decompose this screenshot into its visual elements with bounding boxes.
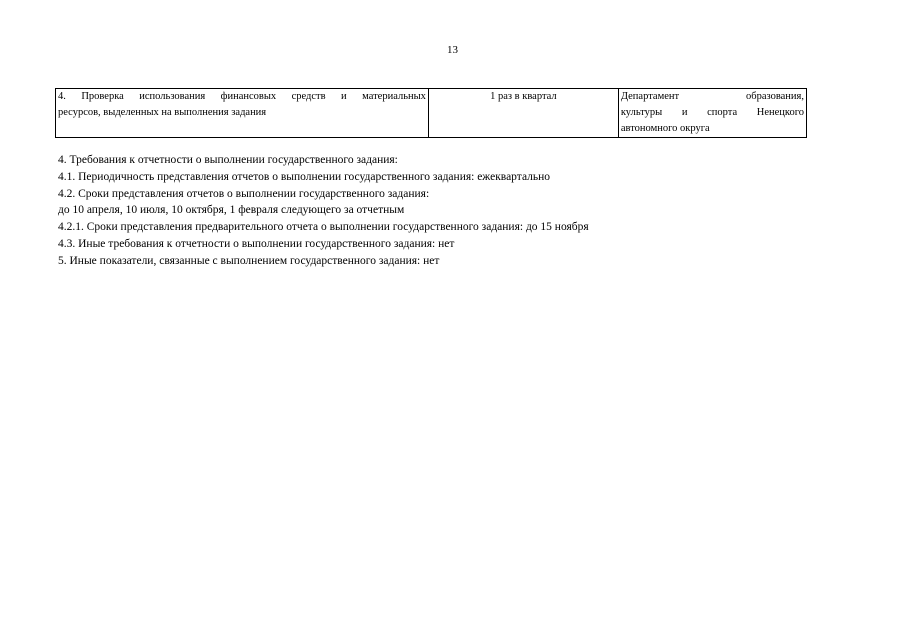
executive-body-line-2: культуры и спорта Ненецкого — [620, 107, 804, 118]
other-report-requirements: 4.3. Иные требования к отчетности о выполнении государственного задания: нет — [58, 237, 455, 250]
report-requirements — [58, 152, 589, 270]
other-indicators: 5. Иные показатели, связанные с выполнением государственного задания: нет — [58, 254, 440, 267]
page-number: 13 — [447, 44, 458, 56]
report-deadlines-heading: 4.2. Сроки представления отчетов о выполнении государственного задания: — [58, 187, 430, 200]
control-form-line-2: ресурсов, выделенных на выполнения задания — [58, 107, 267, 118]
report-requirements-heading: 4. Требования к отчетности о выполнении государственного задания: — [58, 154, 398, 166]
control-form-cell — [56, 89, 429, 138]
control-form-line-1: 4. Проверка использования финансовых средств и материальных — [58, 91, 426, 102]
report-periodicity: 4.1. Периодичность представления отчетов о выполнении государственного задания: ежеквартально — [58, 170, 551, 183]
executive-body-line-3: автономного округа — [620, 123, 710, 134]
frequency-cell: 1 раз в квартал — [428, 89, 618, 138]
executive-body-line-1: Департамент образования, — [620, 91, 804, 102]
control-table — [55, 88, 807, 138]
table-row — [56, 89, 807, 138]
preliminary-report-deadline: 4.2.1. Сроки представления предварительного отчета о выполнении государственного задания: до 15 ноября — [58, 221, 589, 234]
report-deadlines-dates: до 10 апреля, 10 июля, 10 октября, 1 февраля следующего за отчетным — [58, 204, 405, 217]
executive-body-cell — [618, 89, 806, 138]
